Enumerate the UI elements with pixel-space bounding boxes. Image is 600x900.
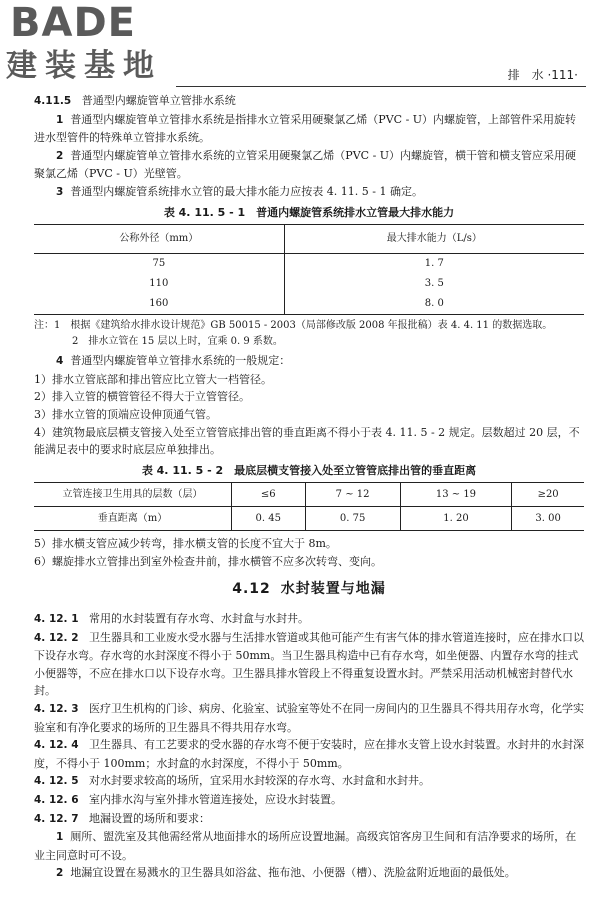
clause-4-11-5-heading: 4.11.5 普通型内螺旋管单立管排水系统	[34, 94, 236, 107]
item-4: 4 普通型内螺旋管单立管排水系统的一般规定：	[56, 354, 291, 368]
table-row	[34, 274, 584, 294]
table-vertical-distance	[34, 482, 584, 531]
table-row	[34, 254, 584, 275]
table-row	[34, 507, 584, 531]
running-head: 排 水 ·111·	[507, 68, 578, 82]
clause-4-12-1: 4. 12. 1 常用的水封装置有存水弯、水封盒与水封井。	[34, 612, 310, 626]
table-cell: 160	[34, 294, 284, 315]
table-row	[34, 294, 584, 315]
clause-4-12-2: 4. 12. 2 卫生器具和工业废水受水器与生活排水管道或其他可能产生有害气体的排水管道连接时，应在排水口以下设存水弯。存水弯的水封深度不得小于 50mm。当卫生器具构造中已有存水弯，如坐便器、内置存水弯的挂式小便器等，不应在排水口以下设存水弯。卫生器具排水管段上不得重复设置水封。严禁采用活动机械密封替代水封。	[34, 630, 585, 698]
floor-drain-item-2: 2 地漏宜设置在易溅水的卫生器具如浴盆、拖布池、小便器（槽）、洗脸盆附近地面的最低处。	[56, 866, 516, 880]
table-cell: 1. 20	[400, 507, 512, 531]
table-cell: 7 ~ 12	[305, 483, 400, 507]
floor-drain-item-1: 1 厕所、盥洗室及其他需经常从地面排水的场所应设置地漏。高级宾馆客房卫生间和有洁净要求的场所，在业主同意时可不设。	[34, 830, 577, 862]
table-cell: 3. 5	[424, 278, 444, 290]
subitem-3: 3）排水立管的顶端应设伸顶通气管。	[34, 407, 217, 421]
table-header-capacity: 最大排水能力（L/s）	[284, 225, 584, 254]
logo-chinese: 建装基地	[6, 48, 162, 84]
table-header-diameter: 公称外径（mm）	[34, 225, 284, 254]
table-max-drainage-capacity	[34, 224, 584, 315]
item-2: 2 普通型内螺旋管单立管排水系统的立管采用硬聚氯乙烯（PVC - U）内螺旋管，横干管和横支管应采用硬聚氯乙烯（PVC - U）光壁管。	[34, 148, 577, 181]
table-cell: ≤6	[232, 483, 306, 507]
subitem-2: 2）排入立管的横管管径不得大于立管管径。	[34, 390, 250, 404]
table-cell: 13 ~ 19	[400, 483, 512, 507]
clause-4-12-7: 4. 12. 7 地漏设置的场所和要求：	[34, 811, 211, 825]
clause-4-12-5: 4. 12. 5 对水封要求较高的场所，宜采用水封较深的存水弯、水封盒和水封井。	[34, 774, 431, 788]
header-rule	[176, 86, 586, 87]
subitem-6: 6）螺旋排水立管排出到室外检查井前，排水横管不应多次转弯、变向。	[34, 554, 382, 568]
table-cell: 0. 75	[305, 507, 400, 531]
clause-4-12-6: 4. 12. 6 室内排水沟与室外排水管道连接处，应设水封装置。	[34, 793, 343, 807]
clause-4-12-3: 4. 12. 3 医疗卫生机构的门诊、病房、化验室、试验室等处不在同一房间内的卫生器具不得共用存水弯，化学实验室和有净化要求的场所的卫生器具不得共用存水弯。	[34, 702, 585, 734]
table-cell: 110	[34, 274, 284, 294]
table-cell: 立管连接卫生用具的层数（层）	[34, 483, 232, 507]
note-1: 注：1 根据《建筑给水排水设计规范》GB 50015 - 2003（局部修改版 2008 年报批稿）表 4. 4. 11 的数据选取。	[34, 320, 553, 332]
page-body	[34, 92, 584, 883]
table-cell: 8. 0	[424, 298, 444, 310]
table-cell: 垂直距离（m）	[34, 507, 232, 531]
subitem-5: 5）排水横支管应减少转弯，排水横支管的长度不宜大于 8m。	[34, 537, 337, 551]
table-1-notes	[34, 318, 584, 350]
subitem-1: 1）排水立管底部和排出管应比立管大一档管径。	[34, 372, 272, 386]
table-1-caption: 表 4. 11. 5 - 1 普通内螺旋管系统排水立管最大排水能力	[163, 205, 455, 219]
note-2: 2 排水立管在 15 层以上时，宜乘 0. 9 系数。	[72, 336, 283, 348]
item-3: 3 普通型内螺旋管系统排水立管的最大排水能力应按表 4. 11. 5 - 1 确定。	[56, 184, 423, 198]
section-heading-4-12: 4.12 水封装置与地漏	[232, 580, 386, 597]
table-cell: 3. 00	[535, 513, 561, 525]
clause-4-12-4: 4. 12. 4 卫生器具、有工艺要求的受水器的存水弯不便于安装时，应在排水支管上设水封装置。水封井的水封深度，不得小于 100mm；水封盒的水封深度，不得小于 50mm。	[34, 738, 585, 770]
logo-bade: BADE	[10, 0, 136, 46]
table-cell: 1. 7	[424, 258, 444, 270]
table-cell: ≥20	[512, 483, 584, 507]
table-row	[34, 483, 584, 507]
table-cell: 0. 45	[232, 507, 306, 531]
item-1: 1 普通型内螺旋管单立管排水系统是指排水立管采用硬聚氯乙烯（PVC - U）内螺旋管，上部管件采用旋转进水型管件的特殊单立管排水系统。	[34, 112, 577, 145]
table-2-caption: 表 4. 11. 5 - 2 最底层横支管接入处至立管管底排出管的垂直距离	[141, 463, 477, 477]
subitem-4: 4）建筑物最底层横支管接入处至立管管底排出管的垂直距离不得小于表 4. 11. 5 - 2 规定。层数超过 20 层，不能满足表中的要求时底层应单独排出。	[34, 425, 580, 457]
table-cell: 75	[34, 254, 284, 275]
